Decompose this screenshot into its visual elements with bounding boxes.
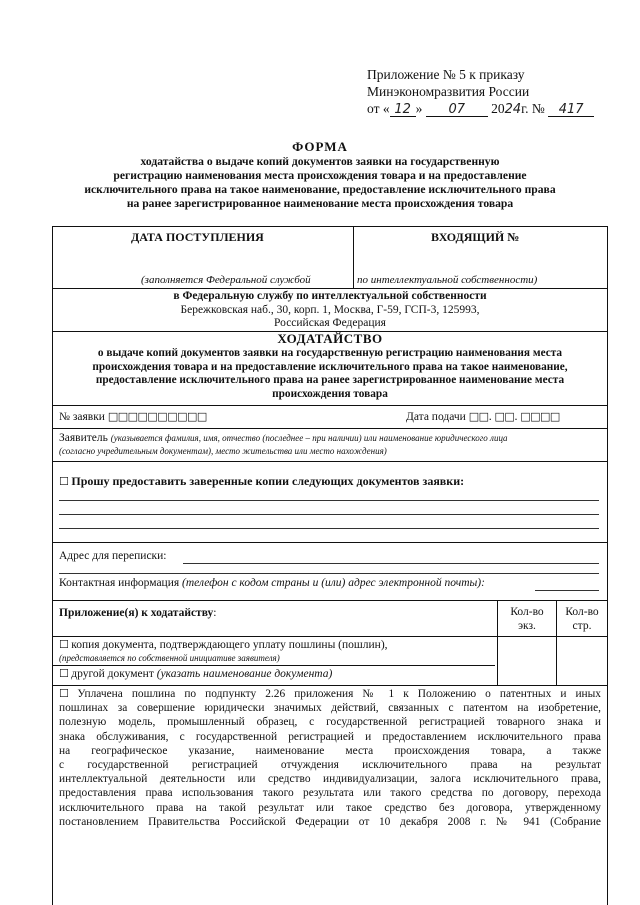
appendix-line-1: Приложение № 5 к приказу	[367, 67, 525, 82]
checkbox-icon[interactable]: ☐	[59, 687, 69, 700]
fill-note-right: по интеллектуальной собственности)	[357, 274, 538, 286]
petition-description: о выдаче копий документов заявки на государственную регистрацию наименования места происхождения товара и на предоставление исключительного права на такое наименование, предоставление исключительного права на ранее зарегистрированное наименование места происхождения товара	[92, 347, 568, 400]
application-number-field[interactable]: № заявки □□□□□□□□□□	[59, 410, 207, 423]
recipient-block: в Федеральную службу по интеллектуальной собственности Бережковская наб., 30, корп. 1, Москва, Г-59, ГСП-3, 125993, Российская Федерация	[173, 290, 487, 329]
petition-title: ХОДАТАЙСТВО	[277, 331, 383, 346]
correspondence-address-line-2[interactable]	[59, 573, 599, 574]
request-line-2[interactable]	[59, 514, 599, 515]
applicant-field[interactable]: Заявитель (указывается фамилия, имя, отчество (последнее – при наличии) или наименование юридического лица (согласно учредительным документам), место жительства или место нахождения)	[59, 432, 603, 457]
correspondence-address-label: Адрес для переписки:	[59, 550, 167, 562]
applicant-hint-1: (указывается фамилия, имя, отчество (последнее – при наличии) или наименование юридического лица	[110, 433, 508, 443]
applicant-hint-2: (согласно учредительным документам), место жительства или место нахождения)	[59, 445, 387, 456]
handwritten-day: 12	[390, 103, 416, 117]
handwritten-year: 24	[504, 102, 522, 117]
contact-info-input[interactable]	[535, 590, 599, 591]
attachment-fee-copy-checkbox[interactable]: ☐ копия документа, подтверждающего уплату пошлины (пошлин), (представляется по собственной инициативе заявителя)	[59, 638, 388, 663]
filing-date-field[interactable]: Дата подачи □□. □□. □□□□	[406, 410, 560, 423]
appendix-line-2: Минэкономразвития России	[367, 84, 530, 99]
application-number-boxes[interactable]: □□□□□□□□□□	[107, 410, 207, 423]
incoming-number-label: ВХОДЯЩИЙ №	[431, 230, 520, 244]
received-date-label: ДАТА ПОСТУПЛЕНИЯ	[131, 230, 264, 244]
header-divider	[353, 227, 354, 288]
contact-info-field: Контактная информация (телефон с кодом страны и (или) адрес электронной почты):	[59, 577, 485, 589]
filing-date-boxes[interactable]: □□. □□. □□□□	[468, 410, 560, 423]
checkbox-icon[interactable]: ☐	[59, 667, 69, 680]
attachment-fee-hint: (представляется по собственной инициативе заявителя)	[59, 652, 280, 663]
appendix-date-line: от « 12 » 07 2024г. № 417	[367, 100, 617, 118]
checkbox-icon[interactable]: ☐	[59, 638, 69, 651]
copies-column-header: Кол-во экз.	[510, 606, 544, 632]
form-frame	[52, 226, 608, 905]
request-line-1[interactable]	[59, 500, 599, 501]
attachments-header: Приложение(я) к ходатайству:	[59, 607, 217, 619]
correspondence-address-input[interactable]	[183, 563, 599, 564]
checkbox-icon[interactable]: ☐	[59, 475, 69, 488]
fee-paid-paragraph[interactable]: ☐ Уплачена пошлина по подпункту 2.26 приложения № 1 к Положению о патентных и иных пошлинах за совершение юридически значимых действий, связанных с патентом на изобретение, полезную модель, промышленный образец, с государственной регистрацией товарного знака и знака обслуживания, с государственной регистрацией и предоставлением исключительного права на географическое указание, наименование места происхождения товара, а также с государственной регистрацией отчуждения исключительного права на результат интеллектуальной деятельности или средство индивидуализации, залога исключительного права, предоставления права использования такого результата или такого средства по договору, перехода исключительного права на такой результат или такое средство без договора, утвержденному постановлением Правительства Российской Федерации от 10 декабря 2008 г. № 941 (Собрание	[59, 687, 601, 828]
form-title: ФОРМА	[292, 139, 348, 154]
request-line-3[interactable]	[59, 528, 599, 529]
request-copies-checkbox[interactable]: ☐ Прошу предоставить заверенные копии следующих документов заявки:	[59, 474, 465, 488]
appendix-reference	[367, 66, 617, 118]
attachment-other-document-checkbox[interactable]: ☐ другой документ (указать наименование документа)	[59, 667, 333, 680]
form-subtitle: ходатайства о выдаче копий документов заявки на государственную регистрацию наименования места происхождения товара и на предоставление исключительного права на такое наименование, предоставление исключительного права на ранее зарегистрированное наименование места происхождения товара	[84, 155, 556, 210]
fill-note-left: (заполняется Федеральной службой	[141, 274, 311, 286]
handwritten-order-number: 417	[548, 103, 594, 117]
pages-column-header: Кол-во стр.	[565, 606, 599, 632]
handwritten-month: 07	[426, 103, 488, 117]
